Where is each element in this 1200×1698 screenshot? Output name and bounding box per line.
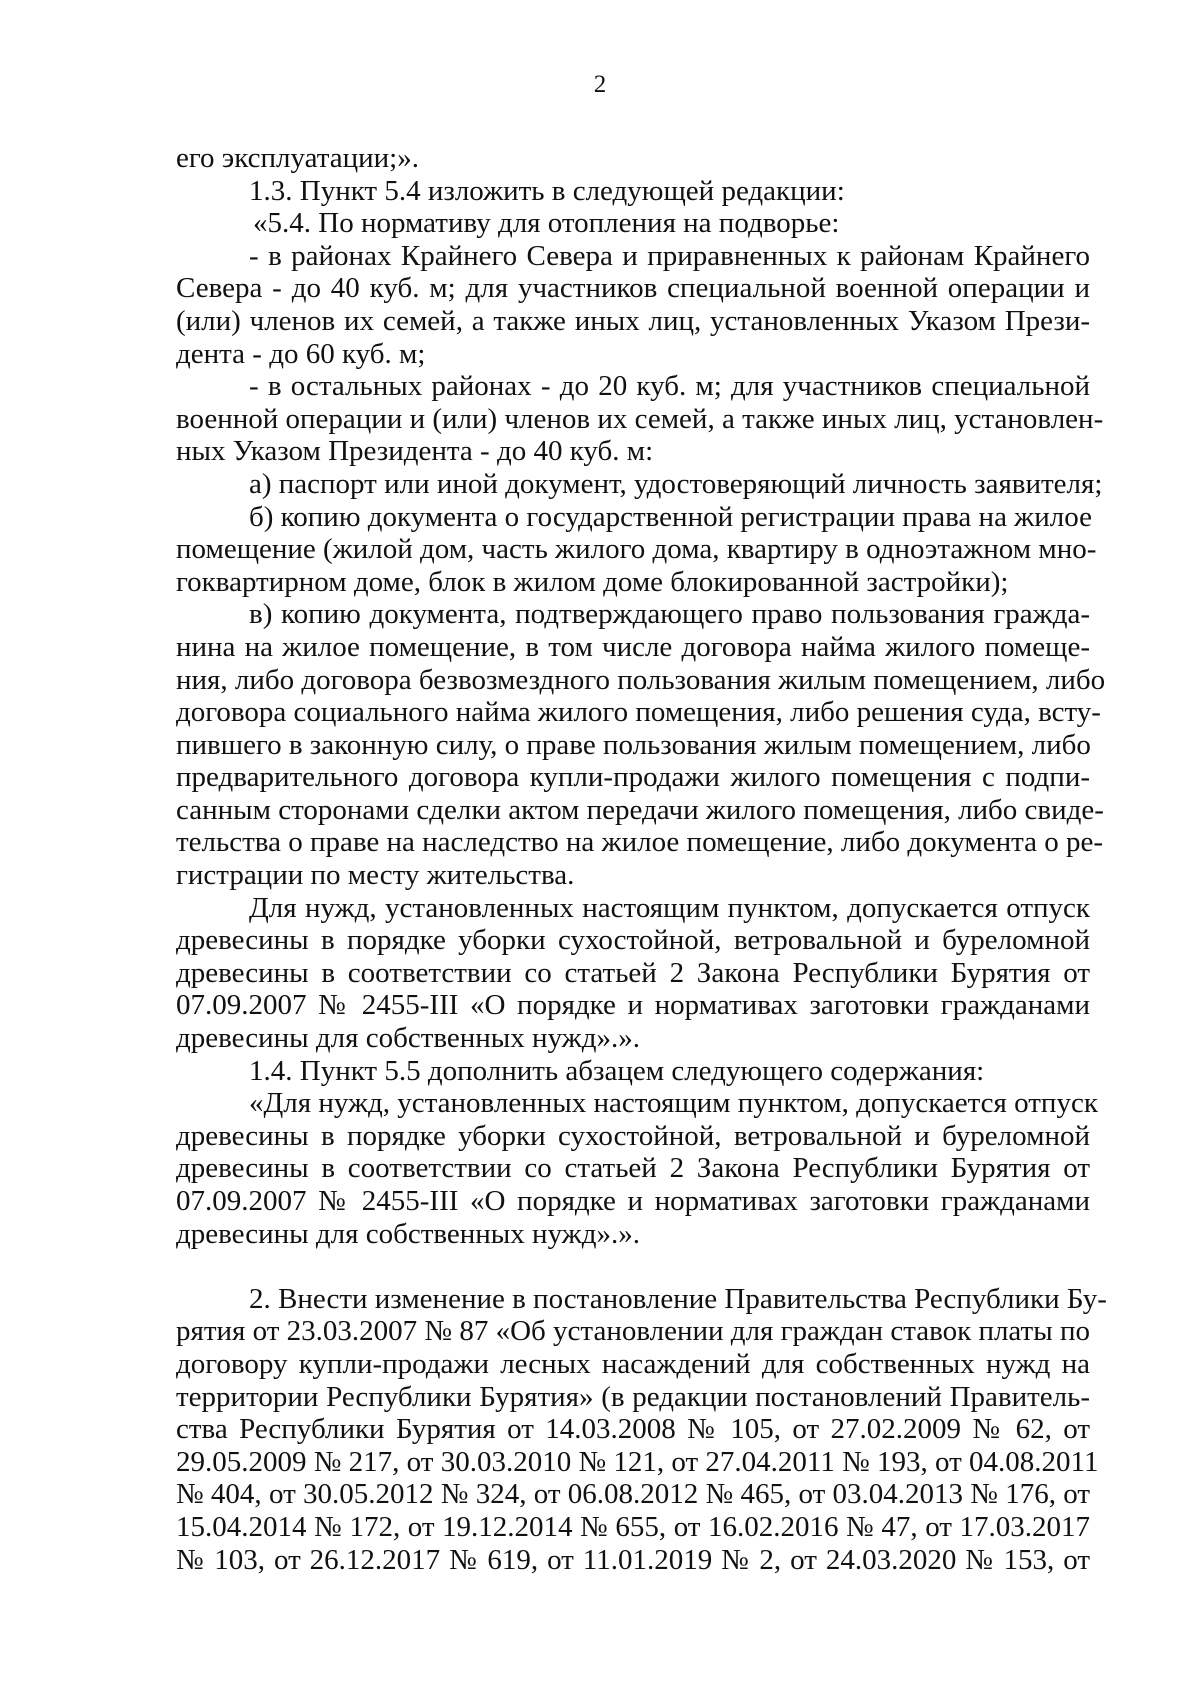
text-line: договора социального найма жилого помещения, либо решения суда, всту- [176,696,1101,729]
text-line: древесины в порядке уборки сухостойной, ветровальной и буреломной [176,924,1090,957]
text-line: его эксплуатации;». [176,142,419,174]
page-number: 2 [593,71,607,98]
paragraph-spacer [176,1250,1090,1283]
text-line: «Для нужд, установленных настоящим пунктом, допускается отпуск [249,1087,1098,1120]
text-line: 29.05.2009 № 217, от 30.03.2010 № 121, от 27.04.2011 № 193, от 04.08.2011 [176,1445,1099,1478]
list-item-b: б) копию документа о государственной регистрации права на жилое [249,500,1092,533]
text-line: гистрации по месту жительства. [176,859,575,892]
clause-heading-2: 2. Внести изменение в постановление Правительства Республики Бу- [249,1282,1107,1315]
text-line: договору купли-продажи лесных насаждений для собственных нужд на [176,1347,1090,1380]
text-line: № 103, от 26.12.2017 № 619, от 11.01.2019 № 2, от 24.03.2020 № 153, от [176,1543,1090,1576]
document-body [176,142,1107,1576]
text-line: территории Республики Бурятия» (в редакции постановлений Правитель- [176,1380,1090,1413]
text-line: ства Республики Бурятия от 14.03.2008 № 105, от 27.02.2009 № 62, от [176,1413,1090,1446]
text-line: ных Указом Президента - до 40 куб. м: [176,435,654,468]
text-line: древесины в соответствии со статьей 2 Закона Республики Бурятия от [176,956,1090,989]
text-line: ния, либо договора безвозмездного пользования жилым помещением, либо [176,663,1106,696]
text-line: нина на жилое помещение, в том числе договора найма жилого помеще- [176,630,1090,663]
clause-heading-1-4: 1.4. Пункт 5.5 дополнить абзацем следующего содержания: [249,1054,985,1087]
text-line: - в остальных районах - до 20 куб. м; для участников специальной [249,370,1090,403]
text-line: санным сторонами сделки актом передачи жилого помещения, либо свиде- [176,793,1104,826]
text-line: 07.09.2007 № 2455-III «О порядке и нормативах заготовки гражданами [176,1185,1090,1217]
text-line: предварительного договора купли-продажи жилого помещения с подпи- [176,761,1090,794]
text-line: военной операции и (или) членов их семей, а также иных лиц, установлен- [176,402,1104,435]
text-line: Севера - до 40 куб. м; для участников специальной военной операции и [176,272,1090,305]
text-line: 07.09.2007 № 2455-III «О порядке и нормативах заготовки гражданами [176,989,1090,1022]
text-line: древесины для собственных нужд».». [176,1217,640,1250]
text-line: Для нужд, установленных настоящим пунктом, допускается отпуск [249,891,1090,924]
text-line: древесины в соответствии со статьей 2 Закона Республики Бурятия от [176,1152,1090,1185]
text-line: (или) членов их семей, а также иных лиц, установленных Указом Прези- [176,304,1090,337]
text-line: древесины в порядке уборки сухостойной, ветровальной и буреломной [176,1119,1090,1152]
text-line: древесины для собственных нужд».». [176,1022,640,1055]
list-item-a: а) паспорт или иной документ, удостоверяющий личность заявителя; [249,467,1103,500]
clause-heading-1-3: 1.3. Пункт 5.4 изложить в следующей редакции: [249,174,845,207]
text-line: «5.4. По нормативу для отопления на подворье: [253,207,840,240]
list-item-v: в) копию документа, подтверждающего право пользования гражда- [249,598,1090,631]
text-line: гоквартирном доме, блок в жилом доме блокированной застройки); [176,565,1009,598]
text-line: тельства о праве на наследство на жилое помещение, либо документа о ре- [176,826,1104,859]
text-line: помещение (жилой дом, часть жилого дома, квартиру в одноэтажном мно- [176,533,1097,566]
text-line: 15.04.2014 № 172, от 19.12.2014 № 655, от 16.02.2016 № 47, от 17.03.2017 [176,1510,1090,1543]
text-line: № 404, от 30.05.2012 № 324, от 06.08.2012 № 465, от 03.04.2013 № 176, от [176,1478,1090,1511]
text-line: дента - до 60 куб. м; [176,337,426,370]
text-line: - в районах Крайнего Севера и приравненных к районам Крайнего [249,239,1090,272]
text-line: рятия от 23.03.2007 № 87 «Об установлении для граждан ставок платы по [176,1315,1090,1348]
text-line: пившего в законную силу, о праве пользования жилым помещением, либо [176,728,1091,761]
